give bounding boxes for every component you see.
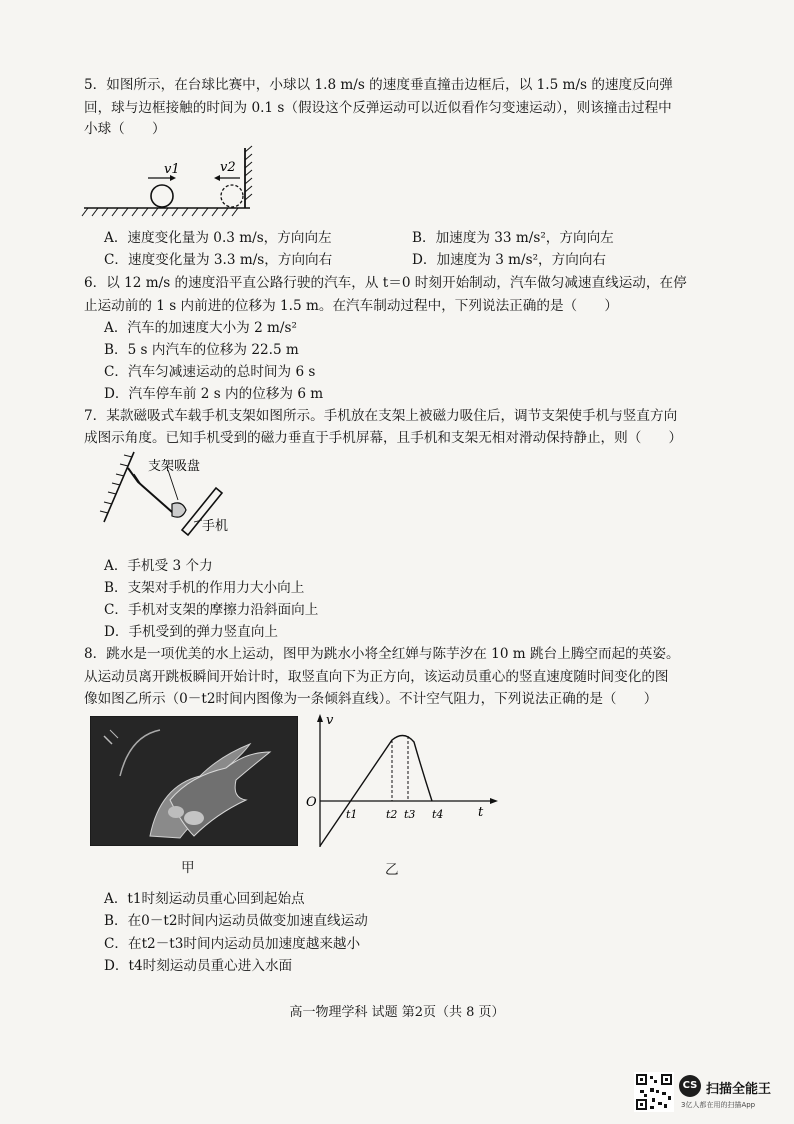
q7-option-a: A．手机受 3 个力: [104, 558, 213, 574]
q6-option-a: A．汽车的加速度大小为 2 m/s²: [104, 320, 297, 336]
q6-option-c: C．汽车匀减速运动的总时间为 6 s: [104, 364, 316, 380]
q7-phone-mount-figure: [98, 448, 258, 548]
page-footer: 高一物理学科 试题 第2页（共 8 页）: [289, 1005, 505, 1020]
v1-label: v1: [164, 162, 180, 177]
t4-label: t4: [432, 808, 444, 821]
q8-stem-line-3: 像如图乙所示（0－t2时间内图像为一条倾斜直线）。不计空气阻力，下列说法正确的是（ ）: [84, 691, 658, 707]
diver-photo: [90, 716, 298, 846]
ball-solid: [151, 185, 173, 207]
q7-option-b: B．支架对手机的作用力大小向上: [104, 580, 305, 596]
graph-caption: 乙: [385, 862, 399, 878]
mount-label: 支架吸盘: [148, 459, 201, 474]
scanner-brand-title: 扫描全能王: [706, 1082, 772, 1097]
q7-stem-line-1: 7．某款磁吸式车载手机支架如图所示。手机放在支架上被磁力吸住后，调节支架使手机与竖直方向: [84, 408, 678, 424]
q5-billiard-figure: [80, 140, 260, 220]
t-axis-label: t: [478, 805, 484, 820]
t3-label: t3: [404, 808, 416, 821]
q8-stem-line-2: 从运动员离开跳板瞬间开始计时，取竖直向下为正方向，该运动员重心的竖直速度随时间变化的图: [84, 669, 669, 685]
v-axis-label: v: [326, 713, 334, 728]
cs-logo-icon: CS: [679, 1075, 701, 1097]
qr-code-icon: [634, 1072, 674, 1112]
origin-label: O: [306, 795, 317, 810]
vt-graph: [300, 712, 500, 852]
v2-label: v2: [220, 160, 236, 175]
q7-option-d: D．手机受到的弹力竖直向上: [104, 624, 279, 640]
t2-label: t2: [386, 808, 398, 821]
q8-option-c: C．在t2－t3时间内运动员加速度越来越小: [104, 936, 361, 952]
q6-option-b: B．5 s 内汽车的位移为 22.5 m: [104, 342, 299, 358]
q8-stem-line-1: 8．跳水是一项优美的水上运动，图甲为跳水小将全红婵与陈芋汐在 10 m 跳台上腾空而起的英姿。: [84, 646, 680, 662]
phone-label: 手机: [202, 519, 229, 534]
q6-option-d: D．汽车停车前 2 s 内的位移为 6 m: [104, 386, 324, 402]
photo-caption: 甲: [181, 860, 195, 876]
q5-stem-line-1: 5．如图所示，在台球比赛中，小球以 1.8 m/s 的速度垂直撞击边框后，以 1.5 m/s 的速度反向弹: [84, 77, 673, 93]
q8-option-b: B．在0－t2时间内运动员做变加速直线运动: [104, 913, 368, 929]
q7-stem-line-2: 成图示角度。已知手机受到的磁力垂直于手机屏幕，且手机和支架无相对滑动保持静止，则（ ）: [84, 430, 683, 446]
q6-stem-line-1: 6．以 12 m/s 的速度沿平直公路行驶的汽车，从 t＝0 时刻开始制动，汽车做匀减速直线运动，在停: [84, 275, 687, 291]
q5-option-d: D．加速度为 3 m/s²，方向向右: [412, 252, 607, 268]
q5-stem-line-3: 小球（ ）: [84, 121, 166, 137]
q5-option-c: C．速度变化量为 3.3 m/s，方向向右: [104, 252, 333, 268]
q8-option-a: A．t1时刻运动员重心回到起始点: [104, 891, 305, 907]
q5-stem-line-2: 回，球与边框接触的时间为 0.1 s（假设这个反弹运动可以近似看作匀变速运动），则该撞击过程中: [84, 100, 672, 116]
q6-stem-line-2: 止运动前的 1 s 内前进的位移为 1.5 m。在汽车制动过程中，下列说法正确的是（ ）: [84, 298, 618, 314]
ball-dashed: [221, 185, 243, 207]
q7-option-c: C．手机对支架的摩擦力沿斜面向上: [104, 602, 319, 618]
q5-option-a: A．速度变化量为 0.3 m/s，方向向左: [104, 230, 332, 246]
t1-label: t1: [346, 808, 358, 821]
q8-option-d: D．t4时刻运动员重心进入水面: [104, 958, 293, 974]
scanner-brand-subtitle: 3亿人都在用的扫描App: [681, 1101, 756, 1109]
q5-option-b: B．加速度为 33 m/s²，方向向左: [412, 230, 614, 246]
